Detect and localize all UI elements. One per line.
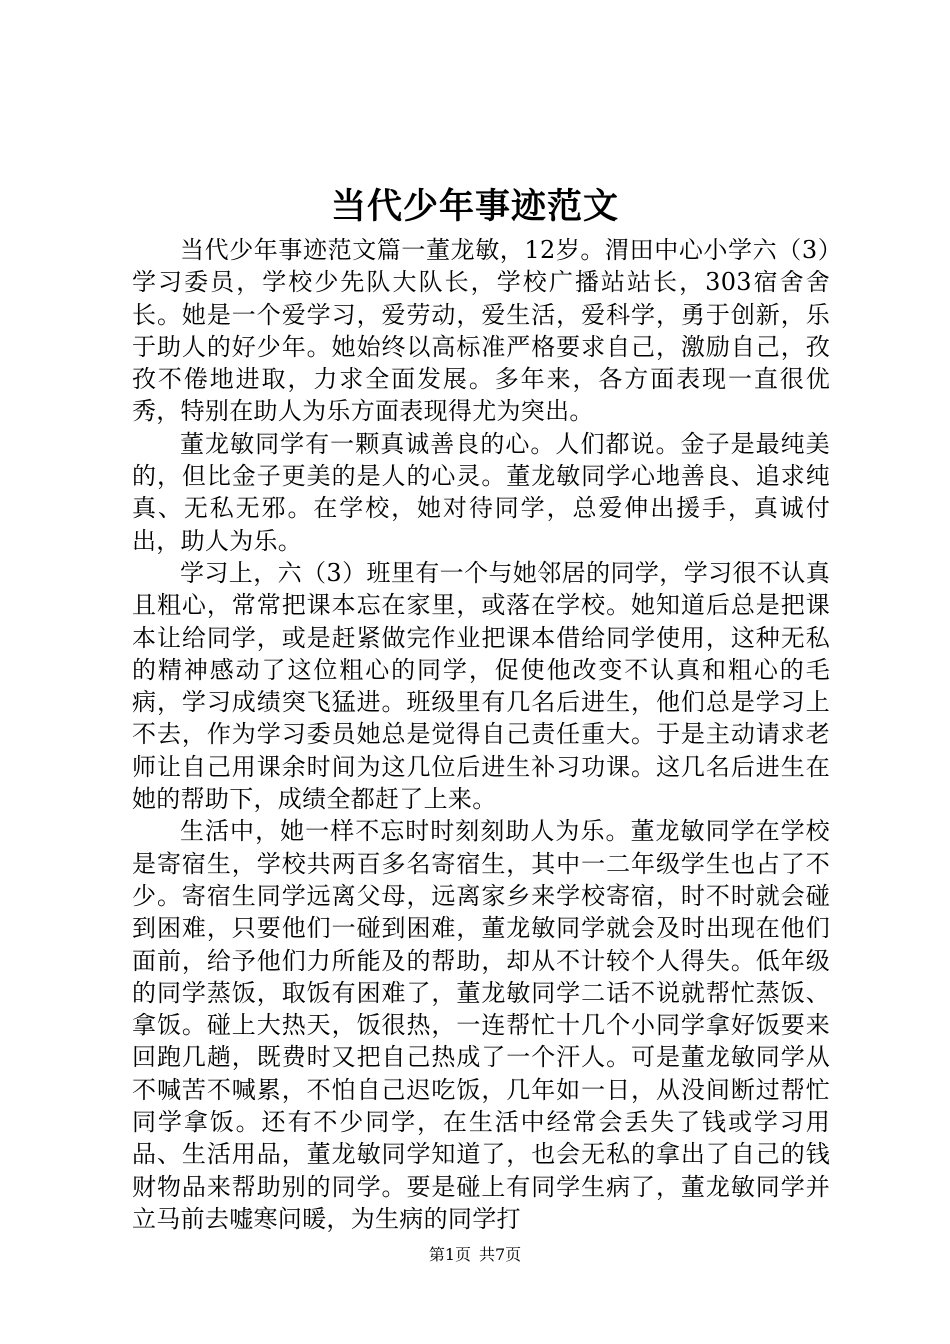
page-total: 共7页 [479, 1245, 522, 1264]
paragraph-4: 生活中，她一样不忘时时刻刻助人为乐。董龙敏同学在学校是寄宿生，学校共两百多名寄宿生，其中一二年级学生也占了不少。寄宿生同学远离父母，远离家乡来学校寄宿，时不时就会碰到困难，只要他们一碰到困难，董龙敏同学就会及时出现在他们面前，给予他们力所能及的帮助，却从不计较个人得失。低年级的同学蒸饭，取饭有困难了，董龙敏同学二话不说就帮忙蒸饭、拿饭。碰上大热天，饭很热，一连帮忙十几个小同学拿好饭要来回跑几趟，既费时又把自己热成了一个汗人。可是董龙敏同学从不喊苦不喊累，不怕自己迟吃饭，几年如一日，从没间断过帮忙同学拿饭。还有不少同学，在生活中经常会丢失了钱或学习用品、生活用品，董龙敏同学知道了，也会无私的拿出了自己的钱财物品来帮助别的同学。要是碰上有同学生病了，董龙敏同学并立马前去嘘寒问暖，为生病的同学打 [132, 817, 830, 1233]
paragraph-3: 学习上，六（3）班里有一个与她邻居的同学，学习很不认真且粗心，常常把课本忘在家里，或落在学校。她知道后总是把课本让给同学，或是赶紧做完作业把课本借给同学使用，这种无私的精神感动了这位粗心的同学，促使他改变不认真和粗心的毛病，学习成绩突飞猛进。班级里有几名后进生，他们总是学习上不去，作为学习委员她总是觉得自己责任重大。于是主动请求老师让自己用课余时间为这几位后进生补习功课。这几名后进生在她的帮助下，成绩全都赶了上来。 [132, 558, 830, 814]
document-body [132, 234, 830, 1235]
page-number: 第1页 [428, 1245, 471, 1264]
paragraph-1: 当代少年事迹范文篇一董龙敏，12岁。渭田中心小学六（3）学习委员，学校少先队大队长，学校广播站站长，303宿舍舍长。她是一个爱学习，爱劳动，爱生活，爱科学，勇于创新，乐于助人的好少年。她始终以高标准严格要求自己，激励自己，孜孜不倦地进取，力求全面发展。多年来，各方面表现一直很优秀，特别在助人为乐方面表现得尤为突出。 [132, 236, 830, 426]
page-footer [0, 1244, 950, 1266]
document-title: 当代少年事迹范文 [330, 186, 619, 227]
paragraph-2: 董龙敏同学有一颗真诚善良的心。人们都说。金子是最纯美的，但比金子更美的是人的心灵。董龙敏同学心地善良、追求纯真、无私无邪。在学校，她对待同学，总爱伸出援手，真诚付出，助人为乐。 [132, 429, 830, 555]
